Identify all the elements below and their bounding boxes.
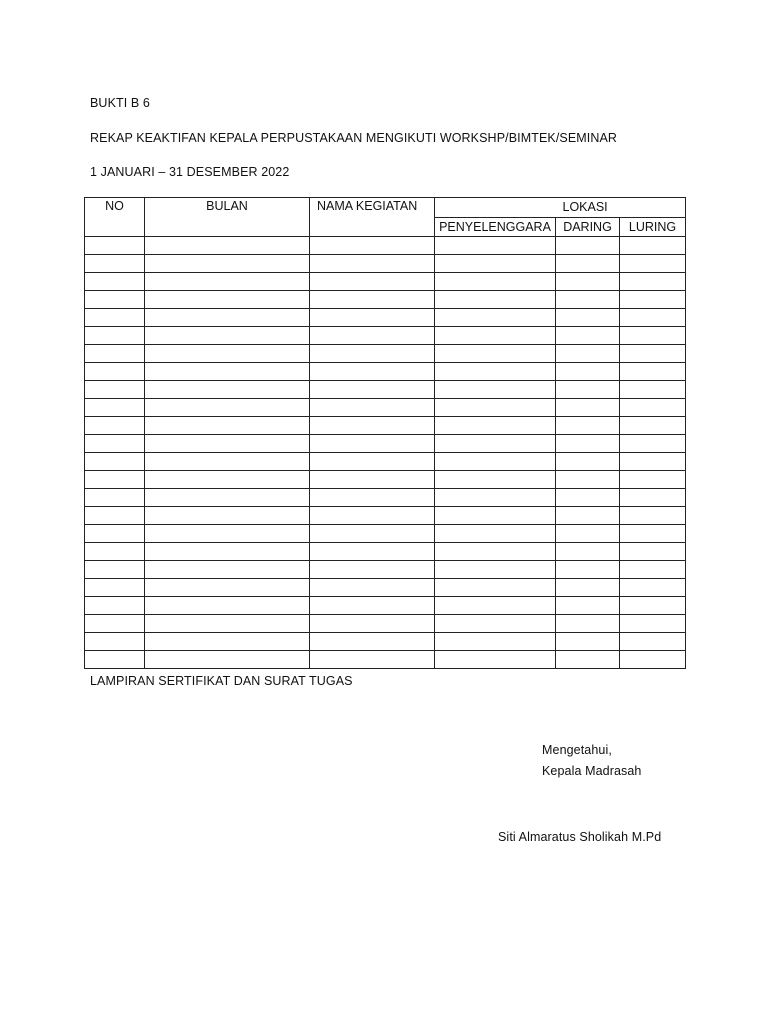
table-cell (85, 380, 145, 398)
table-cell (556, 488, 620, 506)
table-cell (85, 488, 145, 506)
header-nama-kegiatan: NAMA KEGIATAN (310, 198, 435, 218)
table-row (85, 344, 686, 362)
table-row (85, 290, 686, 308)
table-cell (85, 344, 145, 362)
table-cell (145, 524, 310, 542)
table-cell (310, 488, 435, 506)
table-cell (145, 578, 310, 596)
header-lokasi: LOKASI (556, 198, 686, 218)
table-cell (85, 632, 145, 650)
table-cell (145, 506, 310, 524)
attachment-note: LAMPIRAN SERTIFIKAT DAN SURAT TUGAS (90, 674, 353, 688)
table-cell (310, 290, 435, 308)
table-cell (85, 470, 145, 488)
table-cell (310, 452, 435, 470)
table-cell (620, 560, 686, 578)
table-cell (145, 344, 310, 362)
table-cell (85, 542, 145, 560)
table-cell (620, 236, 686, 254)
table-cell (435, 290, 556, 308)
table-cell (556, 524, 620, 542)
table-row (85, 650, 686, 668)
table-cell (145, 452, 310, 470)
header-daring: DARING (556, 217, 620, 236)
table-cell (85, 236, 145, 254)
table-cell (310, 578, 435, 596)
table-cell (556, 434, 620, 452)
table-cell (435, 542, 556, 560)
table-cell (556, 542, 620, 560)
table-row (85, 578, 686, 596)
table-cell (310, 308, 435, 326)
table-row (85, 434, 686, 452)
table-row (85, 398, 686, 416)
document-title: REKAP KEAKTIFAN KEPALA PERPUSTAKAAN MENGIKUTI WORKSHP/BIMTEK/SEMINAR (90, 131, 618, 145)
table-cell (85, 326, 145, 344)
table-cell (556, 308, 620, 326)
header-bulan: BULAN (145, 198, 310, 218)
table-cell (620, 488, 686, 506)
header-nama-kegiatan-continued (310, 217, 435, 236)
table-body (85, 236, 686, 668)
table-cell (556, 560, 620, 578)
header-luring: LURING (620, 217, 686, 236)
table-cell (310, 614, 435, 632)
table-cell (145, 470, 310, 488)
table-cell (620, 470, 686, 488)
table-cell (556, 650, 620, 668)
header-penyelenggara: PENYELENGGARA (435, 217, 556, 236)
table-cell (620, 614, 686, 632)
document-period: 1 JANUARI – 31 DESEMBER 2022 (90, 165, 290, 179)
table-cell (556, 470, 620, 488)
table-cell (310, 650, 435, 668)
table-cell (556, 452, 620, 470)
table-cell (145, 398, 310, 416)
table-cell (556, 326, 620, 344)
table-cell (556, 362, 620, 380)
table-cell (85, 254, 145, 272)
table-cell (556, 344, 620, 362)
table-row (85, 614, 686, 632)
table-cell (556, 398, 620, 416)
table-cell (85, 398, 145, 416)
table-cell (620, 650, 686, 668)
table-cell (620, 254, 686, 272)
table-cell (435, 254, 556, 272)
header-no: NO (85, 198, 145, 218)
table-cell (620, 542, 686, 560)
table-cell (620, 434, 686, 452)
table-cell (435, 236, 556, 254)
table-row (85, 362, 686, 380)
table-cell (310, 434, 435, 452)
table-row (85, 326, 686, 344)
table-cell (435, 344, 556, 362)
table-cell (145, 488, 310, 506)
table-row (85, 524, 686, 542)
table-cell (145, 290, 310, 308)
table-cell (620, 632, 686, 650)
table-row (85, 470, 686, 488)
table-row (85, 416, 686, 434)
table-cell (85, 614, 145, 632)
table-cell (145, 560, 310, 578)
header-bulan-continued (145, 217, 310, 236)
document-label: BUKTI B 6 (90, 96, 150, 110)
table-cell (556, 236, 620, 254)
table-cell (620, 344, 686, 362)
table-cell (145, 272, 310, 290)
table-cell (435, 470, 556, 488)
table-row (85, 452, 686, 470)
signature-acknowledged: Mengetahui, (542, 743, 612, 757)
table-cell (85, 362, 145, 380)
table-cell (310, 560, 435, 578)
table-row (85, 560, 686, 578)
table-cell (620, 398, 686, 416)
table-cell (620, 380, 686, 398)
table-cell (145, 434, 310, 452)
table-cell (435, 398, 556, 416)
table-cell (310, 236, 435, 254)
table-cell (435, 416, 556, 434)
table-row (85, 254, 686, 272)
table-cell (145, 308, 310, 326)
table-cell (85, 272, 145, 290)
header-empty-cell (435, 198, 556, 218)
table-cell (310, 524, 435, 542)
table-row (85, 272, 686, 290)
table-cell (620, 290, 686, 308)
table-cell (435, 524, 556, 542)
table-row (85, 632, 686, 650)
table-cell (145, 326, 310, 344)
table-cell (145, 416, 310, 434)
table-cell (145, 362, 310, 380)
table-cell (145, 632, 310, 650)
table-cell (145, 254, 310, 272)
table-cell (85, 452, 145, 470)
table-cell (556, 596, 620, 614)
header-no-continued (85, 217, 145, 236)
table-cell (310, 596, 435, 614)
table-cell (556, 506, 620, 524)
table-row (85, 596, 686, 614)
table-row (85, 488, 686, 506)
table-cell (620, 596, 686, 614)
table-cell (620, 308, 686, 326)
table-cell (145, 542, 310, 560)
table-cell (620, 524, 686, 542)
table-cell (435, 506, 556, 524)
table-cell (145, 650, 310, 668)
table-cell (85, 650, 145, 668)
signature-name: Siti Almaratus Sholikah M.Pd (498, 830, 662, 844)
table-cell (620, 416, 686, 434)
table-cell (620, 362, 686, 380)
table-cell (310, 326, 435, 344)
table-cell (435, 362, 556, 380)
table-cell (310, 506, 435, 524)
table-cell (435, 434, 556, 452)
table-header-row-2 (85, 217, 686, 236)
table-cell (310, 272, 435, 290)
table-cell (620, 326, 686, 344)
table-cell (310, 344, 435, 362)
table-row (85, 380, 686, 398)
table-cell (620, 452, 686, 470)
table-cell (435, 272, 556, 290)
table-cell (85, 596, 145, 614)
table-cell (556, 272, 620, 290)
table-cell (310, 542, 435, 560)
table-cell (145, 596, 310, 614)
table-cell (435, 326, 556, 344)
table-cell (556, 416, 620, 434)
table-cell (556, 614, 620, 632)
table-row (85, 308, 686, 326)
table-cell (85, 308, 145, 326)
table-cell (435, 614, 556, 632)
table-cell (435, 380, 556, 398)
table-cell (556, 578, 620, 596)
table-cell (310, 362, 435, 380)
table-cell (620, 578, 686, 596)
table-cell (310, 254, 435, 272)
table-cell (85, 578, 145, 596)
table-cell (435, 632, 556, 650)
table-header-row-1 (85, 198, 686, 218)
table-cell (310, 380, 435, 398)
table-cell (435, 596, 556, 614)
table-cell (85, 290, 145, 308)
table-cell (556, 254, 620, 272)
table-row (85, 542, 686, 560)
table-cell (435, 560, 556, 578)
table-cell (310, 470, 435, 488)
table-cell (435, 488, 556, 506)
table-cell (310, 632, 435, 650)
table-cell (435, 578, 556, 596)
table-cell (310, 398, 435, 416)
table-cell (310, 416, 435, 434)
table-cell (556, 290, 620, 308)
signature-position: Kepala Madrasah (542, 764, 642, 778)
table-row (85, 236, 686, 254)
table-cell (85, 434, 145, 452)
table-cell (85, 560, 145, 578)
table-cell (435, 650, 556, 668)
table-cell (620, 506, 686, 524)
table-cell (556, 380, 620, 398)
table-cell (85, 524, 145, 542)
table-cell (145, 380, 310, 398)
table-cell (145, 614, 310, 632)
table-cell (620, 272, 686, 290)
table-cell (85, 506, 145, 524)
table-row (85, 506, 686, 524)
table-cell (145, 236, 310, 254)
recap-table (84, 197, 686, 669)
table-cell (435, 452, 556, 470)
table-cell (435, 308, 556, 326)
table-cell (556, 632, 620, 650)
table-cell (85, 416, 145, 434)
